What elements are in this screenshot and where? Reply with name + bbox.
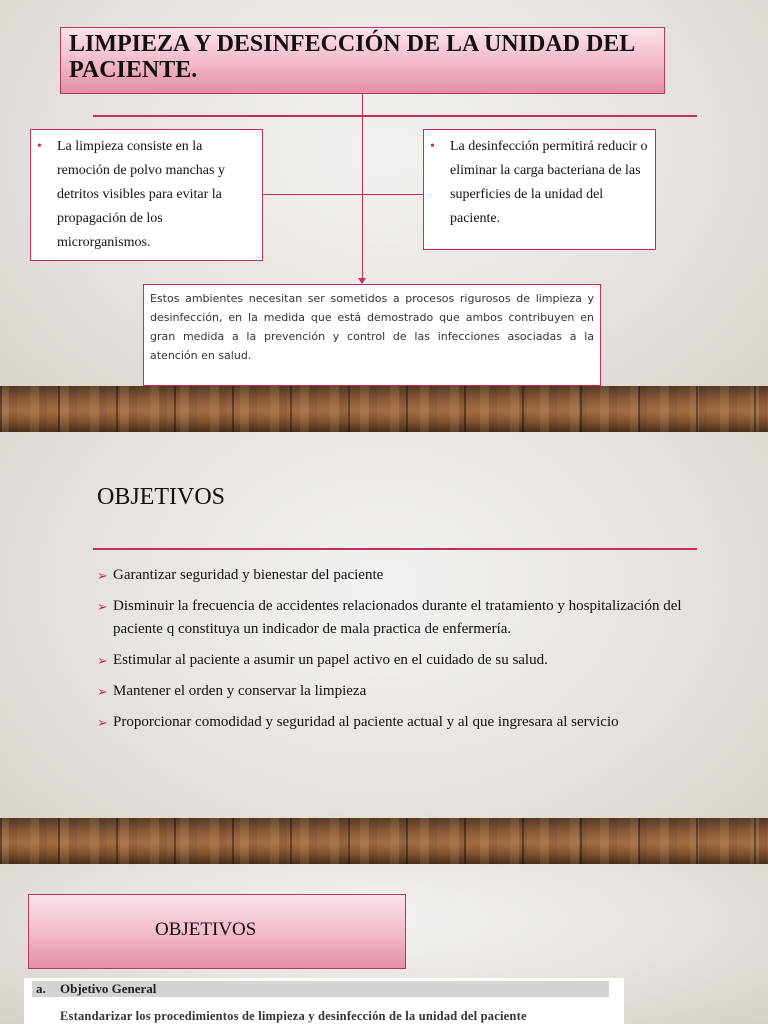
objetivos-list bbox=[97, 564, 697, 742]
arrow-bullet-icon: ➢ bbox=[97, 653, 108, 668]
bullet-icon: • bbox=[430, 139, 435, 154]
list-item: ➢ Disminuir la frecuencia de accidentes relacionados durante el tratamiento y hospitalización del paciente q constituya un indicador de mala practica de enfermería. bbox=[97, 595, 697, 641]
wood-floor bbox=[0, 386, 768, 432]
document-body-text: Estandarizar los procedimientos de limpieza y desinfección de la unidad del paciente bbox=[60, 1009, 527, 1023]
connector-vertical bbox=[362, 94, 363, 280]
definition-limpieza-text: La limpieza consiste en la remoción de polvo manchas y detritos visibles para evitar la propagación de los microrganismos. bbox=[57, 139, 225, 250]
connector-horizontal-middle bbox=[263, 194, 423, 195]
slide-title-box bbox=[60, 27, 665, 94]
list-item: ➢ Estimular al paciente a asumir un papel activo en el cuidado de su salud. bbox=[97, 649, 697, 672]
definition-box-desinfeccion bbox=[423, 129, 656, 250]
document-excerpt bbox=[24, 978, 624, 1024]
arrow-bullet-icon: ➢ bbox=[97, 568, 108, 583]
heading-number: a. bbox=[36, 981, 46, 996]
heading-text: Objetivo General bbox=[60, 981, 157, 996]
objetivos-title: OBJETIVOS bbox=[155, 919, 257, 940]
objetivos-title: OBJETIVOS bbox=[97, 484, 226, 510]
list-item: ➢ Mantener el orden y conservar la limpieza bbox=[97, 680, 697, 703]
connector-horizontal-top bbox=[93, 115, 697, 117]
title-underline bbox=[93, 548, 697, 550]
slide-objetivos bbox=[0, 432, 768, 864]
slide-objetivo-general bbox=[0, 864, 768, 1024]
wood-floor bbox=[0, 818, 768, 864]
arrow-bullet-icon: ➢ bbox=[97, 599, 108, 614]
arrow-bullet-icon: ➢ bbox=[97, 684, 108, 699]
slide-limpieza-desinfeccion bbox=[0, 0, 768, 432]
arrow-bullet-icon: ➢ bbox=[97, 715, 108, 730]
definition-desinfeccion-text: La desinfección permitirá reducir o eliminar la carga bacteriana de las superficies de la unidad del paciente. bbox=[450, 139, 648, 226]
objetivos-title-box bbox=[28, 894, 406, 969]
slide-title: LIMPIEZA Y DESINFECCIÓN DE LA UNIDAD DEL PACIENTE. bbox=[69, 31, 634, 83]
definition-box-limpieza bbox=[30, 129, 263, 261]
list-item: ➢ Proporcionar comodidad y seguridad al paciente actual y al que ingresara al servicio bbox=[97, 711, 697, 734]
document-heading bbox=[32, 981, 609, 997]
summary-box bbox=[143, 284, 601, 386]
summary-text: Estos ambientes necesitan ser sometidos a procesos rigurosos de limpieza y desinfección, en la medida que está demostrado que ambos contribuyen en gran medida a la prevención y control de las infecciones asociadas a la atención en salud. bbox=[150, 292, 594, 362]
bullet-icon: • bbox=[37, 139, 42, 154]
list-item: ➢ Garantizar seguridad y bienestar del paciente bbox=[97, 564, 697, 587]
